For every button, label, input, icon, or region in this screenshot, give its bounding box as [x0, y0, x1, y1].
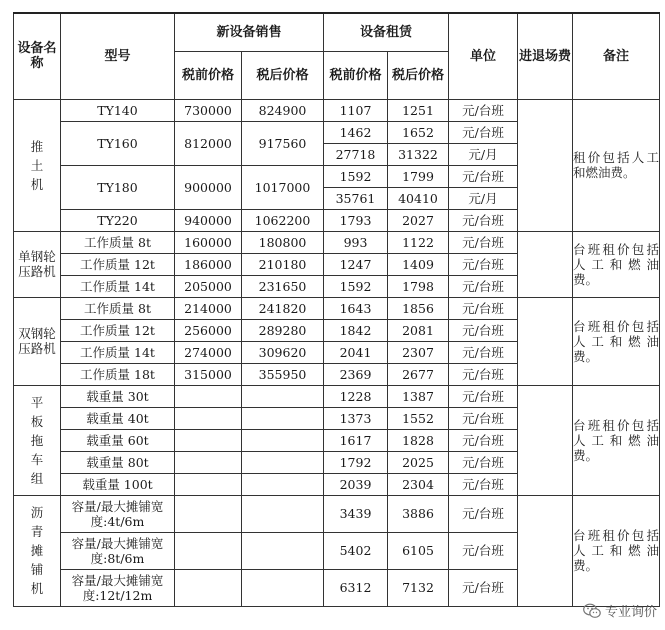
rent-pre-cell: 1793 — [324, 209, 388, 231]
header-device-name: 设备名称 — [14, 13, 61, 99]
watermark-text: 专业询价 — [604, 605, 657, 620]
unit-cell: 元/台班 — [449, 532, 518, 569]
sale-pre-cell — [175, 532, 242, 569]
unit-cell: 元/台班 — [449, 209, 518, 231]
model-cell: 工作质量 14t — [61, 341, 175, 363]
rent-post-cell: 1856 — [388, 297, 449, 319]
remark-text: 台班租价包括人工和燃油费。 — [573, 241, 659, 287]
rent-pre-cell: 35761 — [324, 187, 388, 209]
header-rent-post-tax: 税后价格 — [388, 51, 449, 99]
rent-post-cell: 1251 — [388, 99, 449, 121]
rent-pre-cell: 1462 — [324, 121, 388, 143]
sale-post-cell: 1017000 — [242, 165, 324, 209]
sale-post-cell — [242, 532, 324, 569]
model-cell: 载重量 40t — [61, 407, 175, 429]
sale-pre-cell — [175, 473, 242, 495]
remark-text: 台班租价包括人工和燃油费。 — [573, 417, 659, 463]
rent-post-cell: 2677 — [388, 363, 449, 385]
unit-cell: 元/台班 — [449, 253, 518, 275]
remark-cell — [573, 297, 660, 385]
category-label: 沥青摊铺机 — [30, 505, 44, 596]
unit-cell: 元/台班 — [449, 341, 518, 363]
sale-post-cell: 180800 — [242, 231, 324, 253]
sale-pre-cell: 186000 — [175, 253, 242, 275]
model-cell: 工作质量 12t — [61, 319, 175, 341]
model-cell: 工作质量 18t — [61, 363, 175, 385]
sale-post-cell — [242, 473, 324, 495]
remark-cell — [573, 495, 660, 606]
sale-pre-cell: 205000 — [175, 275, 242, 297]
rent-pre-cell: 1373 — [324, 407, 388, 429]
remark-cell — [573, 231, 660, 297]
entry-exit-fee-cell — [518, 385, 573, 495]
entry-exit-fee-cell — [518, 297, 573, 385]
model-cell: 载重量 80t — [61, 451, 175, 473]
model-cell: TY160 — [61, 121, 175, 165]
remark-cell — [573, 99, 660, 231]
unit-cell: 元/台班 — [449, 385, 518, 407]
sale-pre-cell — [175, 569, 242, 606]
model-cell: 容量/最大摊铺宽度:12t/12m — [61, 569, 175, 606]
rent-pre-cell: 6312 — [324, 569, 388, 606]
header-rental: 设备租赁 — [324, 13, 449, 51]
sale-post-cell — [242, 385, 324, 407]
rent-post-cell: 1799 — [388, 165, 449, 187]
entry-exit-fee-cell — [518, 99, 573, 231]
rent-pre-cell: 1592 — [324, 275, 388, 297]
model-cell: 工作质量 12t — [61, 253, 175, 275]
rent-post-cell: 1387 — [388, 385, 449, 407]
model-cell: 工作质量 14t — [61, 275, 175, 297]
unit-cell: 元/台班 — [449, 363, 518, 385]
model-cell: 工作质量 8t — [61, 231, 175, 253]
unit-cell: 元/台班 — [449, 473, 518, 495]
sale-pre-cell: 730000 — [175, 99, 242, 121]
wechat-icon — [583, 603, 601, 619]
sale-post-cell — [242, 495, 324, 532]
header-rent-pre-tax: 税前价格 — [324, 51, 388, 99]
sale-post-cell: 1062200 — [242, 209, 324, 231]
header-remarks: 备注 — [573, 13, 660, 99]
unit-cell: 元/台班 — [449, 99, 518, 121]
model-cell: 容量/最大摊铺宽度:4t/6m — [61, 495, 175, 532]
rent-post-cell: 6105 — [388, 532, 449, 569]
category-cell: 双钢轮压路机 — [14, 297, 61, 385]
sale-post-cell — [242, 569, 324, 606]
rent-pre-cell: 993 — [324, 231, 388, 253]
sale-post-cell — [242, 451, 324, 473]
unit-cell: 元/台班 — [449, 165, 518, 187]
unit-cell: 元/台班 — [449, 407, 518, 429]
sale-pre-cell — [175, 429, 242, 451]
rent-post-cell: 2025 — [388, 451, 449, 473]
category-cell — [14, 385, 61, 495]
sale-pre-cell: 812000 — [175, 121, 242, 165]
unit-cell: 元/台班 — [449, 231, 518, 253]
unit-cell: 元/台班 — [449, 495, 518, 532]
sale-post-cell — [242, 429, 324, 451]
sale-pre-cell — [175, 407, 242, 429]
sale-post-cell: 231650 — [242, 275, 324, 297]
rent-pre-cell: 1643 — [324, 297, 388, 319]
equipment-price-table — [13, 12, 660, 607]
rent-post-cell: 1552 — [388, 407, 449, 429]
header-entry-exit-fee: 进退场费 — [518, 13, 573, 99]
sale-post-cell: 210180 — [242, 253, 324, 275]
category-label: 推土机 — [30, 138, 44, 192]
sale-pre-cell: 274000 — [175, 341, 242, 363]
rent-pre-cell: 1107 — [324, 99, 388, 121]
rent-pre-cell: 1247 — [324, 253, 388, 275]
sale-pre-cell: 315000 — [175, 363, 242, 385]
sale-post-cell: 309620 — [242, 341, 324, 363]
unit-cell: 元/台班 — [449, 451, 518, 473]
rent-pre-cell: 2369 — [324, 363, 388, 385]
header-sale-post-tax: 税后价格 — [242, 51, 324, 99]
rent-post-cell: 2027 — [388, 209, 449, 231]
rent-post-cell: 1652 — [388, 121, 449, 143]
unit-cell: 元/台班 — [449, 429, 518, 451]
unit-cell: 元/台班 — [449, 121, 518, 143]
sale-post-cell: 824900 — [242, 99, 324, 121]
header-new-sales: 新设备销售 — [175, 13, 324, 51]
header-unit: 单位 — [449, 13, 518, 99]
rent-post-cell: 2081 — [388, 319, 449, 341]
rent-post-cell: 1409 — [388, 253, 449, 275]
sale-post-cell — [242, 407, 324, 429]
model-cell: 载重量 30t — [61, 385, 175, 407]
category-label: 平板拖车组 — [30, 394, 44, 486]
category-cell — [14, 495, 61, 606]
sale-pre-cell: 160000 — [175, 231, 242, 253]
model-cell: TY140 — [61, 99, 175, 121]
category-cell: 单钢轮压路机 — [14, 231, 61, 297]
remark-text: 台班租价包括人工和燃油费。 — [573, 528, 659, 573]
entry-exit-fee-cell — [518, 231, 573, 297]
rent-pre-cell: 2041 — [324, 341, 388, 363]
remark-cell — [573, 385, 660, 495]
sale-post-cell: 917560 — [242, 121, 324, 165]
unit-cell: 元/台班 — [449, 569, 518, 606]
rent-pre-cell: 1592 — [324, 165, 388, 187]
unit-cell: 元/月 — [449, 143, 518, 165]
rent-pre-cell: 1842 — [324, 319, 388, 341]
model-cell: 载重量 100t — [61, 473, 175, 495]
category-cell — [14, 99, 61, 231]
rent-post-cell: 1122 — [388, 231, 449, 253]
entry-exit-fee-cell — [518, 495, 573, 606]
rent-post-cell: 40410 — [388, 187, 449, 209]
sale-pre-cell — [175, 451, 242, 473]
sale-post-cell: 289280 — [242, 319, 324, 341]
sale-post-cell: 355950 — [242, 363, 324, 385]
sale-pre-cell — [175, 385, 242, 407]
sale-pre-cell: 256000 — [175, 319, 242, 341]
remark-text: 租价包括人工和燃油费。 — [573, 150, 659, 180]
header-model: 型号 — [61, 13, 175, 99]
rent-pre-cell: 1228 — [324, 385, 388, 407]
sale-post-cell: 241820 — [242, 297, 324, 319]
rent-post-cell: 1798 — [388, 275, 449, 297]
sale-pre-cell: 940000 — [175, 209, 242, 231]
model-cell: 载重量 60t — [61, 429, 175, 451]
model-cell: 工作质量 8t — [61, 297, 175, 319]
unit-cell: 元/台班 — [449, 297, 518, 319]
rent-pre-cell: 2039 — [324, 473, 388, 495]
remark-text: 台班租价包括人工和燃油费。 — [573, 318, 659, 364]
model-cell: 容量/最大摊铺宽度:8t/6m — [61, 532, 175, 569]
sale-pre-cell: 900000 — [175, 165, 242, 209]
rent-pre-cell: 27718 — [324, 143, 388, 165]
rent-post-cell: 2307 — [388, 341, 449, 363]
model-cell: TY180 — [61, 165, 175, 209]
rent-pre-cell: 3439 — [324, 495, 388, 532]
header-sale-pre-tax: 税前价格 — [175, 51, 242, 99]
sale-pre-cell — [175, 495, 242, 532]
watermark — [583, 601, 657, 620]
rent-post-cell: 2304 — [388, 473, 449, 495]
rent-post-cell: 7132 — [388, 569, 449, 606]
rent-pre-cell: 1792 — [324, 451, 388, 473]
unit-cell: 元/台班 — [449, 275, 518, 297]
rent-pre-cell: 1617 — [324, 429, 388, 451]
rent-post-cell: 3886 — [388, 495, 449, 532]
unit-cell: 元/台班 — [449, 319, 518, 341]
rent-pre-cell: 5402 — [324, 532, 388, 569]
rent-post-cell: 1828 — [388, 429, 449, 451]
sale-pre-cell: 214000 — [175, 297, 242, 319]
model-cell: TY220 — [61, 209, 175, 231]
unit-cell: 元/月 — [449, 187, 518, 209]
rent-post-cell: 31322 — [388, 143, 449, 165]
